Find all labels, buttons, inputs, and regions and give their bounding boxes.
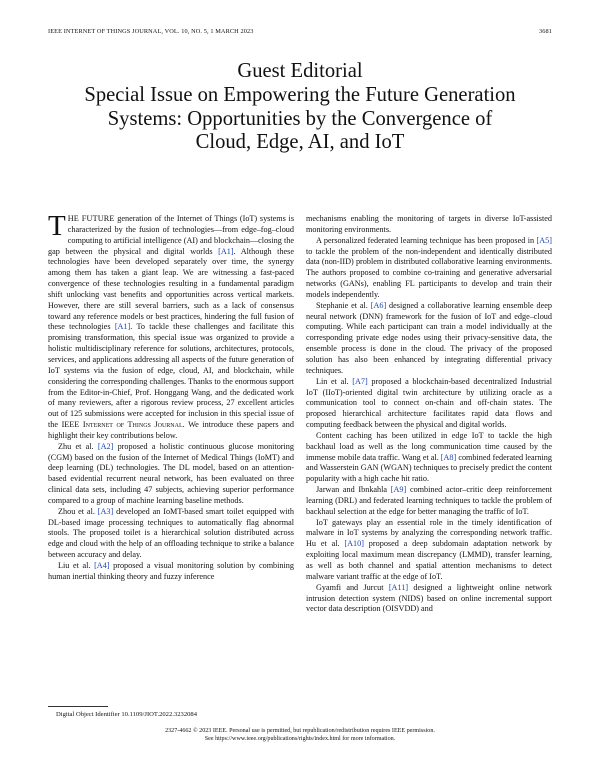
- right-column: [306, 214, 552, 615]
- paragraph: A personalized federated learning technique has been proposed in [A5] to tackle the problem of the non-independent and identically distributed data (non-IID) problem in distributed collaborative learning environments. The authors proposed to combine co-training and generative adversarial networks (GANs), enabling FL participants to develop and train their models independently.: [306, 235, 552, 299]
- citation-link[interactable]: [A11]: [388, 582, 409, 592]
- paragraph: mechanisms enabling the monitoring of targets in diverse IoT-assisted monitoring environments.: [306, 214, 552, 234]
- paragraph: Zhu et al. [A2] proposed a holistic continuous glucose monitoring (CGM) based on the fusion of the Internet of Medical Things (IoMT) and deep learning (DL) technologies. The DL model, based on an attention-based evidential recurrent neural network, has been evaluated on three clinical data sets, including 47 subjects, achieving superior performance compared to a group of machine learning baseline methods.: [48, 441, 294, 505]
- citation-link[interactable]: [A3]: [97, 506, 114, 516]
- title-line-2: Special Issue on Empowering the Future Generation: [84, 83, 516, 106]
- journal-header: IEEE INTERNET OF THINGS JOURNAL, VOL. 10, NO. 5, 1 MARCH 2023: [48, 28, 254, 35]
- citation-link[interactable]: [A4]: [94, 561, 110, 570]
- footnote-divider: [48, 706, 108, 707]
- citation-link[interactable]: [A1]: [114, 322, 131, 332]
- paragraph: Zhou et al. [A3] developed an IoMT-based smart toilet equipped with DL-based image processing techniques to automatically flag abnormal stools. The proposed toilet is a hierarchical solution distributed across edge and cloud with the help of an offloading technique to strike a balance between accuracy and delay.: [48, 506, 294, 560]
- paragraph: Stephanie et al. [A6] designed a collaborative learning ensemble deep neural network (DNN) framework for the fusion of IoT and edge–cloud computing. While each participant can train a model individually at the corresponding private edge nodes using their privacy-sensitive data, the ensemble process is done in the cloud. The privacy of the proposed solution has also been enhanced by integrating differential privacy techniques.: [306, 300, 552, 375]
- paragraph: THE FUTURE generation of the Internet of Things (IoT) systems is characterized by the fusion of technologies—from edge–fog–cloud computing to artificial intelligence (AI) and blockchain—closing the gap between the physical and digital worlds [A1]. Although these technologies have been developed separately over time, the synergy among them has taken a giant leap. We are witnessing a fast-paced convergence of these technologies resulting in a fundamental paradigm shift unlocking vast benefits and opportunities across vertical markets. However, there are still several barriers, such as a lack of consensus toward any reference models or best practices, hindering the full fusion of these technologies [A1]. To tackle these challenges and facilitate this promising transformation, this special issue was organized to provide a holistic multidisciplinary reference for solutions, architectures, protocols, services, and applications addressing all aspects of the future generation of IoT systems via the fusion of edge, cloud, AI, and blockchain, while considering the corresponding challenges. Thanks to the enormous support from the Editor-in-Chief, Prof. Honggang Wang, and the dedicated work of many reviewers, after a rigorous review process, 27 excellent articles out of 125 submissions were accepted for inclusion in this special issue of the IEEE Internet of Things Journal. We introduce these papers and highlight their key contributions below.: [48, 210, 295, 440]
- running-header: [48, 28, 552, 35]
- paragraph: IoT gateways play an essential role in the timely identification of malware in IoT systems by analyzing the corresponding network traffic. Hu et al. [A10] proposed a deep subdomain adaptation network by exploiting local maximum mean discrepancy (LMMD), transfer learning, as well as both channel and spatial attention mechanisms to detect malware variant traffic at the edge of IoT.: [306, 517, 553, 581]
- paragraph: Jarwan and Ibnkahla [A9] combined actor–critic deep reinforcement learning (DRL) and federated learning techniques to tackle the problem of backhaul selection at the edge for better managing the traffic of IoT.: [306, 485, 553, 516]
- citation-link[interactable]: [A5]: [536, 235, 552, 245]
- citation-link[interactable]: [A7]: [352, 376, 368, 386]
- citation-link[interactable]: [A2]: [97, 441, 114, 451]
- doi-footnote: Digital Object Identifier 10.1109/JIOT.2022.3232084: [56, 711, 198, 718]
- paragraph: Content caching has been utilized in edge IoT to tackle the high backhaul load as well as the long communication time caused by the immense mobile data traffic. Wang et al. [A8] combined federated learning and Wasserstein GAN (WGAN) techniques to precisely predict the content popularity with a high cache hit ratio.: [306, 430, 552, 484]
- left-column: [48, 210, 295, 583]
- drop-cap: T: [48, 210, 66, 242]
- citation-link[interactable]: [A1]: [218, 246, 234, 256]
- citation-link[interactable]: [A6]: [370, 300, 387, 310]
- copyright-line-1: 2327-4662 © 2023 IEEE. Personal use is permitted, but republication/redistribution requires IEEE permission.: [165, 728, 435, 734]
- page-number: 3681: [539, 28, 552, 35]
- paragraph: Gyamfi and Jurcut [A11] designed a lightweight online network intrusion detection system (NIDS) based on online incremental support vector data description (OISVDD) and: [306, 582, 553, 614]
- paragraph: Lin et al. [A7] proposed a blockchain-based decentralized Industrial IoT (IIoT)-oriented digital twin architecture by utilizing oracle as a communication tool to connect on-chain and off-chain states. The proposed hierarchical architecture facilitates rapid data flows and computing feedback between the physical and digital worlds.: [306, 376, 553, 430]
- paragraph: Liu et al. [A4] proposed a visual monitoring solution by combining human inertial thinking theory and fuzzy inference: [48, 561, 294, 581]
- copyright-footer: [0, 727, 600, 744]
- article-title: [20, 60, 580, 155]
- journal-name: Internet of Things Journal: [82, 420, 183, 430]
- title-line-1: Guest Editorial: [237, 60, 363, 82]
- citation-link[interactable]: [A9]: [390, 485, 407, 495]
- title-line-4: Cloud, Edge, AI, and IoT: [195, 131, 405, 154]
- citation-link[interactable]: [A10]: [344, 539, 364, 549]
- copyright-line-2: See https://www.ieee.org/publications/rights/index.html for more information.: [204, 736, 396, 743]
- title-line-3: Systems: Opportunities by the Convergence of: [107, 107, 493, 130]
- citation-link[interactable]: [A8]: [440, 452, 457, 462]
